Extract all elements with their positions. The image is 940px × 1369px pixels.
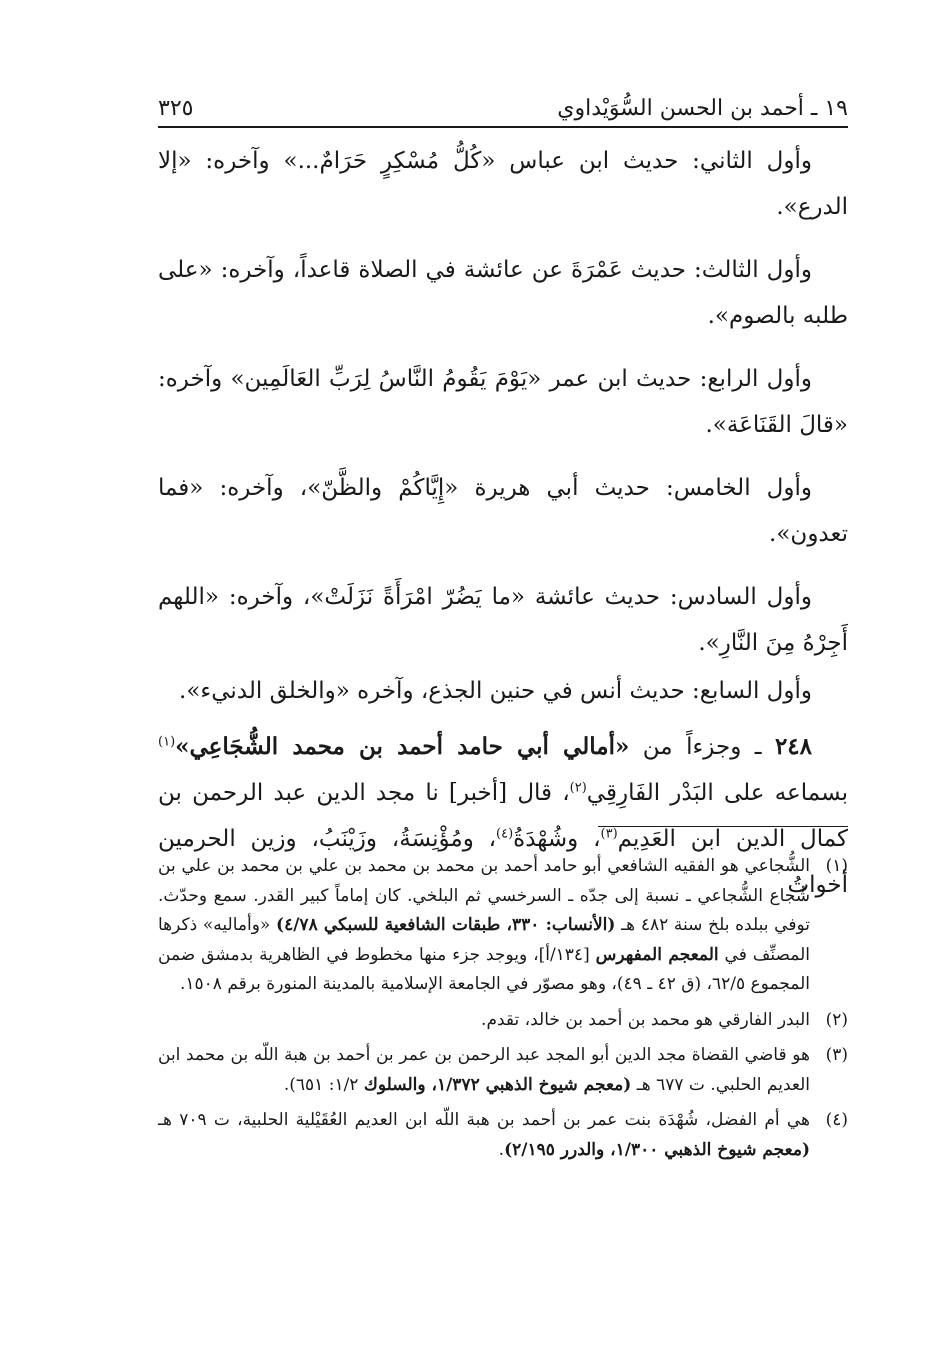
footnote-text-part: ١/٢: ٦٥١). (283, 1074, 364, 1095)
footnote-4 (158, 1106, 848, 1165)
entry-text-4: ، ومُؤْنِسَةُ، وزَيْنَبُ، وزين الحرمين أخواتُ (158, 826, 848, 898)
paragraph-fourth-part: وأول الرابع: حديث ابن عمر «يَوْمَ يَقُومُ النَّاسُ لِرَبِّ العَالَمِين» وآخره: «قالَ القَنَاعَة». (158, 366, 848, 438)
footnote-source: (معجم شيوخ الذهبي ١/٣٧٢، والسلوك (363, 1074, 632, 1095)
footnote-ref-3[interactable]: (٣) (600, 826, 618, 842)
paragraph-sixth-part: وأول السادس: حديث عائشة «ما يَضُرّ امْرَأَةً نَزَلَتْ»، وآخره: «اللهم أَجِرْهُ مِنَ النَّارِ». (158, 584, 848, 656)
footnote-number: (١) (825, 856, 848, 876)
footnote-text: البدر الفارقي هو محمد بن أحمد بن خالد، تقدم. (481, 1009, 810, 1030)
chapter-title: ١٩ ـ أحمد بن الحسن السُّوَيْداوي (557, 96, 848, 121)
footnote-text-part: . (498, 1139, 505, 1160)
footnote-1 (158, 852, 848, 1000)
entry-text-3: ، وشُهْدَةُ (513, 826, 601, 852)
running-header (158, 84, 848, 120)
entry-text-2: ، قال [أخبر] نا مجد الدين عبد الرحمن بن كمال الدين ابن العَدِيم (158, 780, 848, 852)
paragraph-third-part: وأول الثالث: حديث عَمْرَةَ عن عائشة في الصلاة قاعداً، وآخره: «على طلبه بالصوم». (158, 257, 848, 329)
footnote-text (158, 852, 810, 1000)
entry-number: ٢٤٨ (774, 733, 812, 760)
footnote-ref-1[interactable]: (١) (158, 734, 176, 750)
footnote-text (158, 1041, 810, 1100)
paragraph-second-part: وأول الثاني: حديث ابن عباس «كُلُّ مُسْكِرٍ حَرَامٌ...» وآخره: «إلا الدرع». (158, 148, 848, 220)
footnote-source: (معجم شيوخ الذهبي ١/٣٠٠، والدرر ٢/١٩٥) (504, 1139, 810, 1160)
footnote-number: (٣) (825, 1045, 848, 1065)
footnotes (158, 852, 848, 1171)
footnote-3 (158, 1041, 848, 1100)
footnote-text-part: «وأماليه» ذكرها المصنِّف في (158, 915, 810, 965)
footnote-source: (الأنساب: ٣٣٠، طبقات الشافعية للسبكي ٤/٧٨) (276, 915, 616, 935)
header-rule (158, 126, 848, 128)
footnote-2 (158, 1006, 848, 1036)
footnote-number: (٤) (825, 1110, 848, 1130)
entry-text-1: بسماعه على البَدْر الفَارِقِي (586, 780, 848, 806)
paragraph-fifth-part: وأول الخامس: حديث أبي هريرة «إِيَّاكُمْ والظَّنّ»، وآخره: «فما تعدون». (158, 475, 848, 547)
footnote-separator (598, 826, 848, 827)
entry-title: «أمالي أبي حامد أحمد بن محمد الشُّجَاعِي» (175, 733, 630, 760)
main-text (158, 138, 848, 925)
footnote-ref-4[interactable]: (٤) (496, 826, 514, 842)
footnote-text-part: [١٣٤/أ]، ويوجد جزء منها مخطوط في الظاهرية بدمشق ضمن المجموع ٦٢/٥، (ق ٤٢ ـ ٤٩)، وهو مصوّر في الجامعة الإسلامية بالمدينة المنورة برقم ١٥٠٨. (158, 944, 810, 994)
footnote-text-part: هو قاضي القضاة مجد الدين أبو المجد عبد الرحمن بن عمر بن أحمد بن هبة اللّه بن محمد ابن العديم الحلبي. ت ٦٧٧ هـ (158, 1045, 810, 1095)
footnote-source: المعجم المفهرس (595, 944, 719, 965)
footnote-text-part: الشُّجاعي هو الفقيه الشافعي أبو حامد أحمد بن محمد بن محمد بن علي بن محمد بن علي بن شُجاع الشُّجاعي ـ نسبة إلى جدّه ـ السرخسي ثم البلخي. كان إماماً كبير القدر. سمع وحدّث. توفي ببلده بلخ سنة ٤٨٢ هـ (158, 856, 810, 935)
paragraph-seventh-part: وأول السابع: حديث أنس في حنين الجذع، وآخره «والخلق الدنيء». (179, 678, 812, 704)
footnote-text (158, 1106, 810, 1165)
page-number: ٣٢٥ (158, 96, 194, 121)
footnote-ref-2[interactable]: (٢) (569, 780, 587, 796)
footnote-number: (٢) (825, 1009, 848, 1030)
footnote-text-part: هي أم الفضل، شُهْدَة بنت عمر بن أحمد بن هبة اللّه ابن العديم العُقَيْلية الحلبية، ت ٧٠٩ هـ (158, 1110, 810, 1130)
entry-prefix: ـ وجزءاً من (642, 734, 762, 760)
